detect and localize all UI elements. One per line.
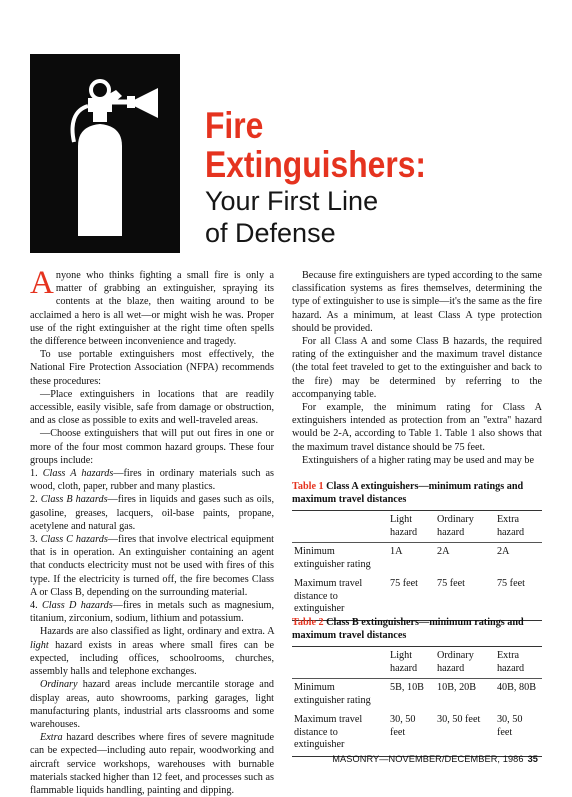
nfpa-paragraph: To use portable extinguishers most effectively, the National Fire Protection Association (NFPA) recommends these procedures: [30,349,274,387]
table-reference-paragraph: For all Class A and some Class B hazards, the required rating of the extinguisher and the maximum travel distance (the total feet traveled to get to the extinguisher and back to the fire) may be determined by referring to the accompanying table. [292,336,542,400]
table-2-header-extra: Extra hazard [495,647,542,679]
publication-line: MASONRY—NOVEMBER/DECEMBER, 1986 [332,754,524,764]
hazard-class-c: 3. Class C hazards—fires that involve electrical equipment that is in operation. An extinguisher containing an agent that conducts electricity must not be used with fires of this type. If the electricity is turned off, the fire becomes Class A or Class B, depending on the surrounding material. [30,534,274,598]
title-line-1: Fire [205,105,264,146]
table-row: Maximum travel distance to extinguisher 30, 50 feet 30, 50 feet 30, 50 feet [294,714,523,750]
table-1-header-extra: Extra hazard [495,511,542,543]
table-row: Maximum travel distance to extinguisher 75 feet 75 feet 75 feet [294,578,525,614]
subtitle-line-2: of Defense [205,218,336,248]
table-2-header-light: Light hazard [388,647,435,679]
table-row: Minimum extinguisher rating 1A 2A 2A [294,546,510,570]
higher-rating-paragraph: Extinguishers of a higher rating may be used and may be [302,454,534,466]
ordinary-hazard-paragraph: Ordinary hazard areas include mercantile storage and display areas, auto showrooms, parking garages, light manufacturing plants, industrial arts classrooms and some warehouses. [30,679,275,730]
article-title [205,106,462,248]
table-row: Minimum extinguisher rating 5B, 10B 10B, 20B 40B, 80B [294,682,536,706]
page-number: 35 [527,754,538,764]
table-1-header-light: Light hazard [388,511,435,543]
right-column [292,269,542,467]
placement-paragraph: —Place extinguishers in locations that are readily accessible, easily visible, safe from damage or obstruction, and as close as possible to exits and well-traveled areas. [30,388,274,427]
table-2-caption: Table 2 Class B extinguishers—minimum ratings and maximum travel distances [292,617,524,641]
table-2 [292,617,542,757]
intro-paragraph: Anyone who thinks fighting a small fire is only a matter of grabbing an extinguisher, spraying its contents at the blaze, then waiting around to be acclaimed a hero is all wet—or might wish he was. Proper use of the right extinguisher at the right time often spells the difference between inconvenience and tragedy. [30,265,274,348]
table-1-caption: Table 1 Class A extinguishers—minimum ratings and maximum travel distances [292,481,524,505]
title-line-2: Extinguishers: [205,144,427,185]
hazard-levels-paragraph: Hazards are also classified as light, ordinary and extra. A light hazard exists in areas where small fires can be expected, including offices, schoolrooms, churches, assembly halls and telephone exchanges. [30,626,275,678]
classification-paragraph: Because fire extinguishers are typed according to the same classification systems as fires themselves, determining the type of extinguisher to use is simple—it's the same as the fire hazard. As a minimum, at least Class A type protection should be provided. [292,270,542,334]
table-2-header-ordinary: Ordinary hazard [435,647,495,679]
fire-extinguisher-icon [30,54,180,253]
drop-cap: A [30,265,54,301]
subtitle-line-1: Your First Line [205,186,379,216]
extra-hazard-paragraph: Extra hazard describes where fires of severe magnitude can be expected—including auto repair, woodworking and aircraft service workshops, warehouses with burnable materials stacked higher than 12 feet, and processes such as flammable liquids handling, painting and dipping. [30,732,274,796]
table-1-header-ordinary: Ordinary hazard [435,511,495,543]
hazard-class-b: 2. Class B hazards—fires in liquids and gases such as oils, gasoline, greases, lacquers, oil-base paints, propane, acetylene and natural gas. [30,494,275,532]
choose-paragraph: —Choose extinguishers that will put out fires in one or more of the four most common hazard groups. These four groups include: [30,428,274,466]
example-paragraph: For example, the minimum rating for Class A extinguishers intended as protection from an ''extra'' hazard would be 2-A, according to Table 1. Table 1 also shows that the maximum travel distance should be 75 feet. [292,402,542,453]
hazard-class-d: 4. Class D hazards—fires in metals such as magnesium, titanium, zirconium, sodium, lithium and potassium. [30,600,274,625]
table-1 [292,481,542,621]
extinguisher-illustration [30,54,180,253]
hazard-class-a: 1. Class A hazards—fires in ordinary materials such as wood, cloth, paper, rubber and many plastics. [30,468,274,493]
page-footer [332,754,538,764]
left-column [30,265,275,797]
